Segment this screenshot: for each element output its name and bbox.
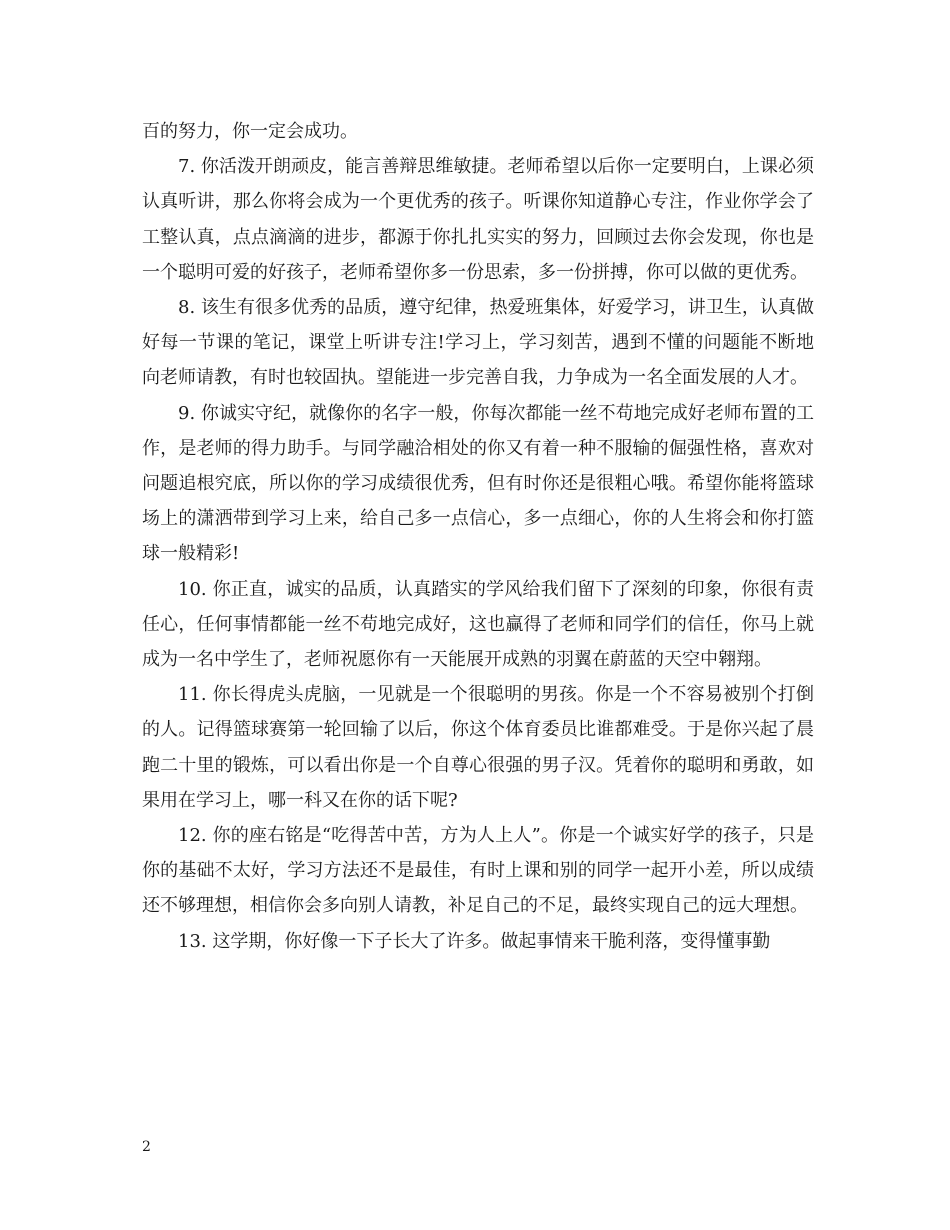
comment-paragraph-11: 11. 你长得虎头虎脑，一见就是一个很聪明的男孩。你是一个不容易被别个打倒的人。记得篮球赛第一轮回输了以后，你这个体育委员比谁都难受。于是你兴起了晨跑二十里的锻炼，可以看出你是一个自尊心很强的男子汉。凭着你的聪明和勇敢，如果用在学习上，哪一科又在你的话下呢? [142,684,814,811]
document-body [142,114,814,959]
comment-paragraph-13: 13. 这学期，你好像一下子长大了许多。做起事情来干脆利落，变得懂事勤 [178,930,771,952]
comment-paragraph-12: 12. 你的座右铭是“吃得苦中苦，方为人上人”。你是一个诚实好学的孩子，只是你的基础不太好，学习方法还不是最佳，有时上课和别的同学一起开小差，所以成绩还不够理想，相信你会多向别人请教，补足自己的不足，最终实现自己的远大理想。 [142,825,814,917]
comment-paragraph-9: 9. 你诚实守纪，就像你的名字一般，你每次都能一丝不苟地完成好老师布置的工作，是老师的得力助手。与同学融洽相处的你又有着一种不服输的倔强性格，喜欢对问题追根究底，所以你的学习成绩很优秀，但有时你还是很粗心哦。希望你能将篮球场上的潇洒带到学习上来，给自己多一点信心，多一点细心，你的人生将会和你打篮球一般精彩! [142,402,814,565]
continuation-paragraph: 百的努力，你一定会成功。 [142,121,358,142]
comment-paragraph-10: 10. 你正直，诚实的品质，认真踏实的学风给我们留下了深刻的印象，你很有责任心，任何事情都能一丝不苟地完成好，这也赢得了老师和同学们的信任，你马上就成为一名中学生了，老师祝愿你有一天能展开成熟的羽翼在蔚蓝的天空中翱翔。 [142,578,814,671]
comment-paragraph-8: 8. 该生有很多优秀的品质，遵守纪律，热爱班集体，好爱学习，讲卫生，认真做好每一节课的笔记，课堂上听讲专注!学习上，学习刻苦，遇到不懂的问题能不断地向老师请教，有时也较固执。望能进一步完善自我，力争成为一名全面发展的人才。 [142,297,814,389]
comment-paragraph-7: 7. 你活泼开朗顽皮，能言善辩思维敏捷。老师希望以后你一定要明白，上课必须认真听讲，那么你将会成为一个更优秀的孩子。听课你知道静心专注，作业你学会了工整认真，点点滴滴的进步，都源于你扎扎实实的努力，回顾过去你会发现，你也是一个聪明可爱的好孩子，老师希望你多一份思索，多一份拼搏，你可以做的更优秀。 [142,156,814,283]
page-number: 2 [142,1139,151,1155]
